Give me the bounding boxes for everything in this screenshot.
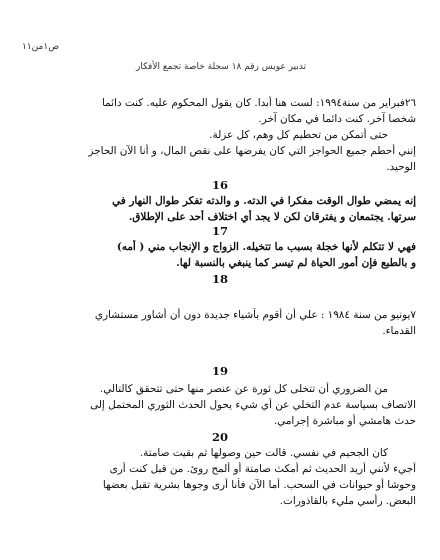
entry-line: إنني أحطم جميع الحواجز التي كان يفرضها على نقص المال، و أنا الآن الحاجز [88, 145, 416, 157]
entry-line: حتى أتمكن من تحطيم كل وهم، كل عزلة. [209, 129, 388, 141]
entry-line: الوحيد. [386, 161, 416, 173]
entry-line: كان الجحيم في نفسي. قالت حين وصولها ثم بقيت صامتة. [139, 447, 388, 459]
entry-number: 19 [211, 364, 228, 378]
entry-line: القدماء. [382, 325, 416, 337]
entry-line: من الضروري أن تتخلى كل ثورة عن عنصر منها حتى تتحقق كالتالي. [99, 383, 388, 395]
entry-line: وحوشا أو حيوانات في السحب. أما الآن فأنا أرى وجوها بشرية تقبل بعضها [102, 479, 416, 491]
entry-line: حدث هامشي أو مباشرة إجرامي. [273, 415, 416, 427]
entry-line: سرتها. يجتمعان و يفترقان لكن لا يجد أي اختلاف أحد على الإطلاق. [128, 211, 416, 223]
entry-line: البعض. رأسي مليء بالقاذورات. [279, 495, 416, 507]
entry-line: فهي لا تتكلم لأنها خجلة بسبب ما تتخيله. الزواج و الإنجاب مني ( أمه) [116, 241, 416, 253]
entry-number: 20 [211, 430, 228, 444]
entry-number: 17 [211, 224, 228, 238]
entry-number: 18 [211, 272, 228, 286]
entry-number: 16 [211, 178, 228, 192]
page-number: ص١من١١ [22, 42, 60, 52]
entry-line: الاتصاف بسياسة عدم التخلي عن أي شيء يحول الحدث الثوري المحتمل إلى [90, 399, 416, 411]
entry-line: ٢٦فبراير من سنة١٩٩٤: لست هنا أبدا. كان يقول المحكوم عليه. كنت دائما [101, 97, 416, 109]
entry-line: إنه يمضي طوال الوقت مفكرا في الدته. و والدته تفكر طوال النهار في [112, 195, 416, 207]
entry-line: شخصا آخر. كنت دائما في مكان آخر. [258, 113, 416, 125]
page-header: تدبير عويس رقم ١٨ سجلة خاصة تجمع الأفكار [136, 62, 306, 72]
entry-line: أجيء لأنني أريد الحديث ثم أمكث صامتة أو ألمح روئ. من قبل كنت أرى [109, 463, 416, 475]
entry-line: ٧يونيو من سنة ١٩٨٤ : علي أن أقوم بأشياء جديدة دون أن أشاور مستشاري [94, 309, 416, 321]
entry-line: و بالطبع فإن أمور الحياة لم تيسر كما ينبغي بالنسبة لها. [176, 257, 416, 269]
